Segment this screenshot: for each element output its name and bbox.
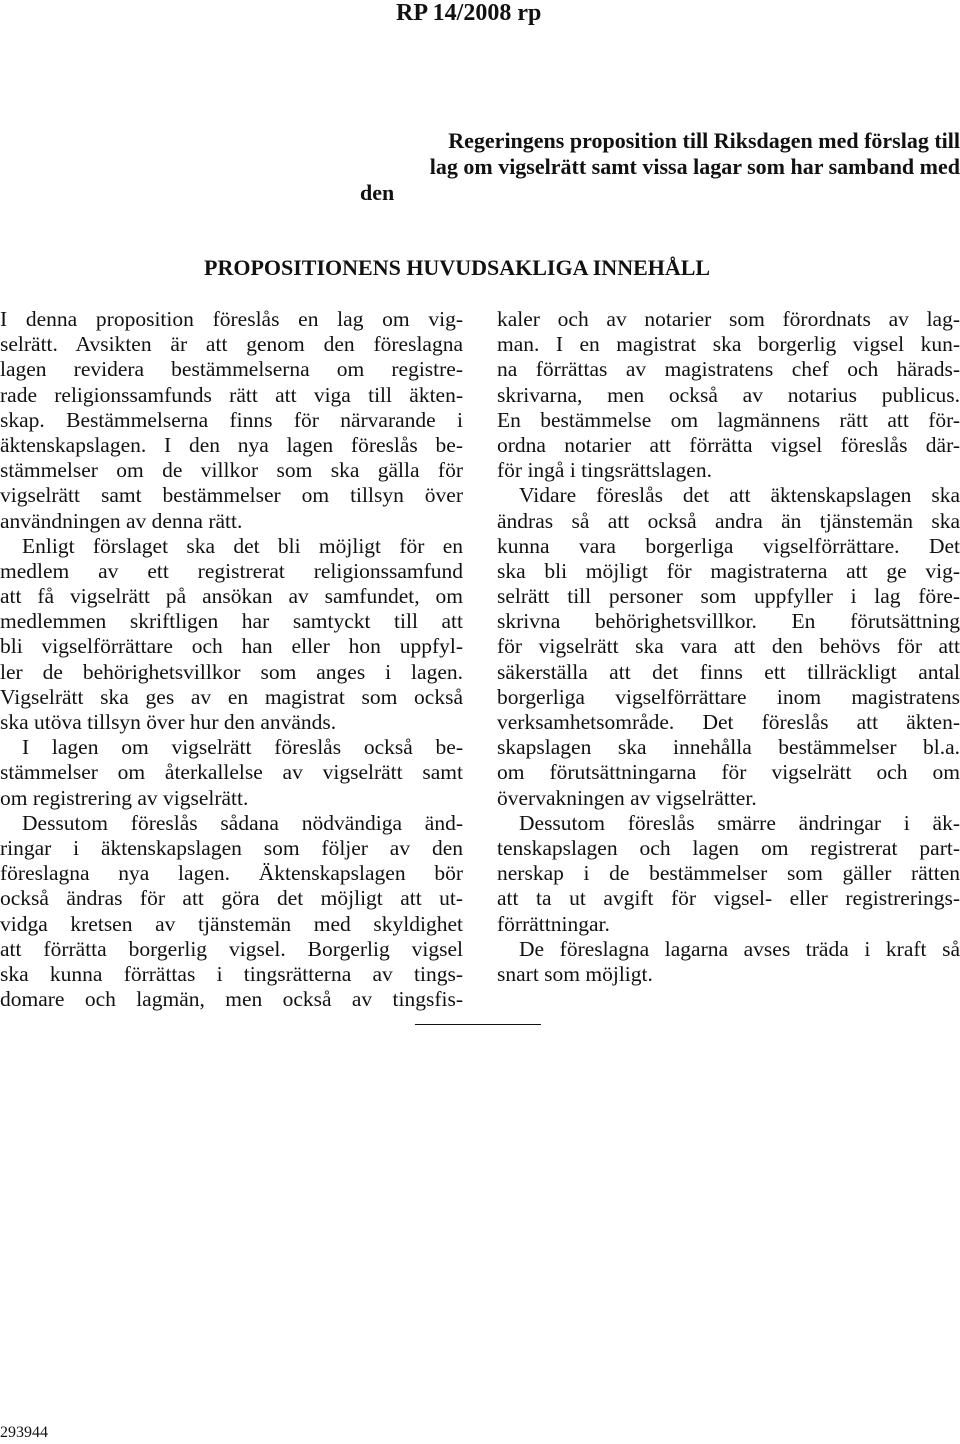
text-line: stämmelser om återkallelse av vigselrätt samt <box>0 760 463 785</box>
text-line: snart som möjligt. <box>497 961 653 986</box>
page-code: 293944 <box>0 1424 48 1441</box>
text-line: kunna vara borgerliga vigselförrättare. Det <box>497 533 960 558</box>
text-line: verksamhetsområde. Det föreslås att äkten- <box>497 710 960 734</box>
text-line: stämmelser om de villkor som ska gälla för <box>0 458 463 483</box>
text-line: föreslagna nya lagen. Äktenskapslagen bör <box>0 861 463 886</box>
footnote-divider <box>415 1024 541 1025</box>
text-line: Dessutom föreslås sådana nödvändiga änd- <box>22 810 463 835</box>
text-line: att få vigselrätt på ansökan av samfundet, om <box>0 584 463 609</box>
text-line: medlem av ett registrerat religionssamfund <box>0 558 463 583</box>
text-line: säkerställa att det finns ett tillräckligt antal <box>497 659 960 684</box>
text-line: Dessutom föreslås smärre ändringar i äk- <box>519 810 960 835</box>
text-line: skap. Bestämmelserna finns för närvarande i <box>0 407 463 432</box>
text-line: medlemmen skriftligen har samtyckt till att <box>0 609 463 634</box>
right-column <box>497 307 960 987</box>
text-line: övervakningen av vigselrätter. <box>497 785 757 810</box>
text-line: nerskap i de bestämmelser som gäller rätten <box>497 861 960 886</box>
text-line: ler de behörighetsvillkor som anges i lagen. <box>0 659 463 684</box>
title-line: Regeringens proposition till Riksdagen med förslag till <box>448 128 960 153</box>
text-line: ordna notarier att förrätta vigsel föreslås där- <box>497 432 960 457</box>
title-line: lag om vigselrätt samt vissa lagar som har samband med <box>429 154 960 179</box>
text-line: borgerliga vigselförrättare inom magistratens <box>497 684 960 709</box>
section-heading: PROPOSITIONENS HUVUDSAKLIGA INNEHÅLL <box>204 255 711 280</box>
text-line: ändras så att också andra än tjänstemän ska <box>497 508 960 533</box>
text-line: vidga kretsen av tjänstemän med skyldighet <box>0 911 463 936</box>
text-line: vigselrätt samt bestämmelser om tillsyn över <box>0 483 463 508</box>
text-line: bli vigselförrättare och han eller hon uppfyl- <box>0 634 463 659</box>
text-line: skrivna behörighetsvillkor. En förutsättning <box>497 609 960 634</box>
text-line: man. I en magistrat ska borgerlig vigsel kun- <box>497 332 960 357</box>
text-line: tenskapslagen och lagen om registrerat part- <box>497 835 960 860</box>
proposition-title <box>360 128 960 206</box>
text-line: I denna proposition föreslås en lag om vig- <box>0 307 463 331</box>
text-line: Vigselrätt ska ges av en magistrat som också <box>0 684 463 709</box>
text-line: för ingå i tingsrättslagen. <box>497 458 712 483</box>
text-line: lagen revidera bestämmelserna om registre- <box>0 357 463 382</box>
text-line: rade religionssamfunds rätt att viga till äkten- <box>0 382 463 407</box>
text-line: om registrering av vigselrätt. <box>0 785 249 810</box>
text-line: ska bli möjligt för magistraterna att ge vig- <box>497 558 960 583</box>
text-line: na förrättas av magistratens chef och härads- <box>497 357 960 382</box>
text-line: användningen av denna rätt. <box>0 508 243 533</box>
text-line: I lagen om vigselrätt föreslås också be- <box>22 735 463 760</box>
title-line: den <box>360 180 395 205</box>
text-line: Vidare föreslås det att äktenskapslagen ska <box>519 483 960 508</box>
left-column <box>0 307 463 1012</box>
text-line: skapslagen ska innehålla bestämmelser bl.a. <box>497 735 960 760</box>
text-line: ska kunna förrättas i tingsrätterna av tings- <box>0 961 463 986</box>
text-line: selrätt till personer som uppfyller i lag före- <box>497 584 960 609</box>
text-line: selrätt. Avsikten är att genom den föreslagna <box>0 332 463 357</box>
text-line: ska utöva tillsyn över hur den används. <box>0 710 337 734</box>
text-line: Enligt förslaget ska det bli möjligt för en <box>22 533 463 558</box>
text-line: äktenskapslagen. I den nya lagen föreslås be- <box>0 432 463 457</box>
text-line: för vigselrätt ska vara att den behövs för att <box>497 634 960 659</box>
text-line: En bestämmelse om lagmännens rätt att för- <box>497 407 960 432</box>
text-line: kaler och av notarier som förordnats av lag- <box>497 307 960 331</box>
text-line: också ändras för att göra det möjligt att ut- <box>0 886 463 911</box>
text-line: att förrätta borgerlig vigsel. Borgerlig vigsel <box>0 936 463 961</box>
document-id: RP 14/2008 rp <box>396 0 542 26</box>
text-line: skrivarna, men också av notarius publicus. <box>497 382 960 407</box>
text-line: om förutsättningarna för vigselrätt och om <box>497 760 960 785</box>
text-line: domare och lagmän, men också av tingsfis- <box>0 987 463 1012</box>
text-line: att ta ut avgift för vigsel- eller registrerings- <box>497 886 960 911</box>
text-line: förrättningar. <box>497 911 610 936</box>
text-line: ringar i äktenskapslagen som följer av den <box>0 835 463 860</box>
text-line: De föreslagna lagarna avses träda i kraft så <box>519 936 960 961</box>
